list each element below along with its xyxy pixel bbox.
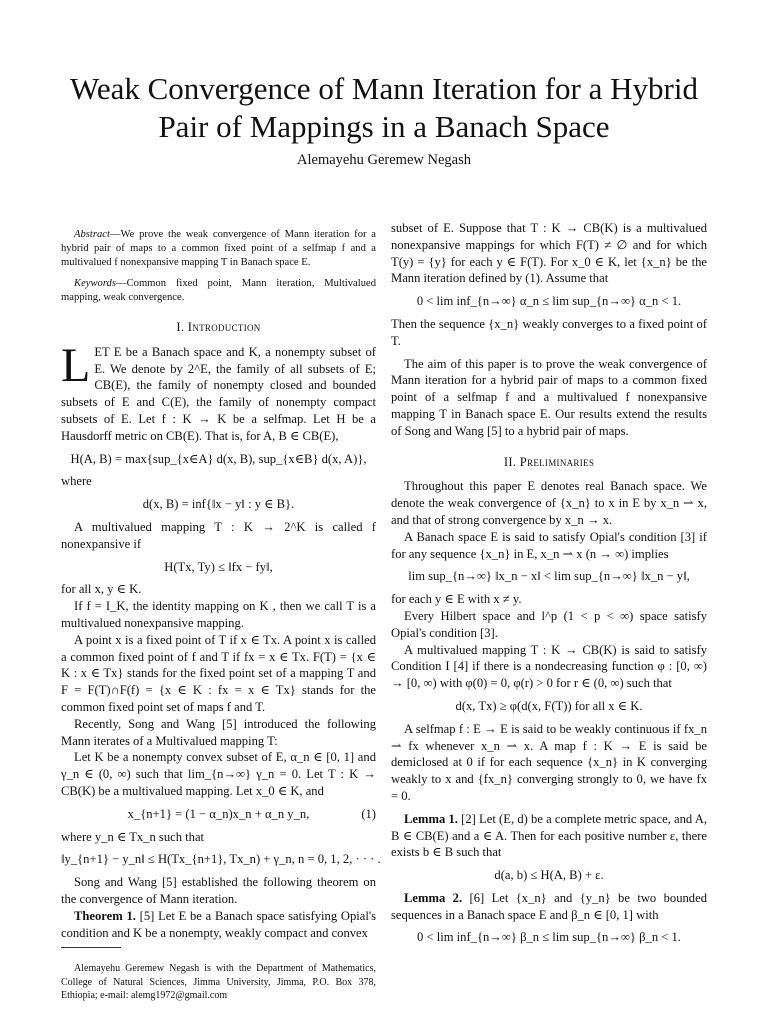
where-y-text: where y_n ∈ Tx_n such that (61, 829, 205, 844)
abstract-body: —We prove the weak convergence of Mann iteration for a hybrid pair of maps to a common fixed point of a selfmap f and a multivalued f nonexpansive mapping T in Banach space E. (61, 229, 376, 269)
condition-i-paragraph: A multivalued mapping T : K → CB(K) is said to satisfy Condition I [4] if there is a nondecreasing function φ : [0, ∞) → [0, ∞) with φ(0) = 0, φ(r) > 0 for r ∈ (0, ∞) such that (391, 642, 707, 691)
abstract-heading: Abstract (74, 229, 110, 240)
equation-distance: d(x, B) = inf{‖x − y‖ : y ∈ B}. (142, 497, 295, 512)
throughout-paragraph: Throughout this paper E denotes real Banach space. We denote the weak convergence of {x_n} to x in E by x_n ⇀ x, and that of strong convergence by x_n → x. (391, 479, 707, 527)
lemma-1 (391, 811, 707, 861)
author-footnote: Alemayehu Geremew Negash is with the Department of Mathematics, College of Natural Sciences, Jimma University, Jimma, P.O. Box 378, Ethiopia; e-mail: alemg1972@gmail.com (61, 963, 376, 1001)
recent-paragraph: Recently, Song and Wang [5] introduced the following Mann iterates of a Multivalued mapping T: (61, 716, 376, 748)
footnote-rule (61, 947, 121, 948)
equation-nonexpansive: H(Tx, Ty) ≤ ‖fx − fy‖, (164, 559, 273, 574)
selfmap-paragraph: A selfmap f : E → E is said to be weakly continuous if fx_n ⇀ fx whenever x_n ⇀ x. A map f : K → E is said be demiclosed at 0 if for each sequence {x_n} in K converging weakly to x and {fx_n} converging strongly to 0, we have fx = 0. (391, 721, 707, 803)
lemma-1-body: [2] Let (E, d) be a complete metric space, and A, B ∈ CB(E) and a ∈ A. Then for each positive number ε, there exists b ∈ B such that (391, 811, 707, 860)
lemma-2-body: [6] Let {x_n} and {y_n} be two bounded sequences in a Banach space E and β_n ∈ [0, 1] with (391, 890, 707, 922)
abstract (61, 228, 376, 271)
mann-setup-paragraph: Let K be a nonempty convex subset of E, α_n ∈ [0, 1] and γ_n ∈ (0, ∞) such that lim_{n→∞} γ_n = 0. Let T : K → CB(K) be a multivalued mapping. Let x_0 ∈ K, and (61, 750, 376, 798)
identity-paragraph: If f = I_K, the identity mapping on K , then we call T is a multivalued nonexpansive mapping. (61, 599, 376, 630)
title-line-1: Weak Convergence of Mann Iteration for a Hybrid (70, 71, 698, 106)
theorem-1-body: [5] Let E be a Banach space satisfying Opial's condition and K be a nonempty, weakly compact and convex (61, 908, 377, 940)
right-column (391, 220, 707, 952)
equation-condition-i: d(x, Tx) ≥ φ(d(x, F(T)) for all x ∈ K. (455, 698, 643, 713)
keywords-body: —Common fixed point, Mann iteration, Multivalued mapping, weak convergence. (61, 277, 376, 303)
equation-alpha-bounds: 0 < lim inf_{n→∞} α_n ≤ lim sup_{n→∞} α_n < 1. (416, 294, 682, 309)
equation-mann-iteration (61, 806, 376, 823)
intro-text: ET E be a Banach space and K, a nonempty subset of E. We denote by 2^E, the family of all subsets of E; CB(E), the family of nonempty closed and bounded subsets of E and C(E), the family of nonempty compact subsets of E. Let f : K → K be a selfmap. Let H be a Hausdorff metric on CB(E). That is, for A, B ∈ CB(E), (61, 344, 376, 443)
lemma-2-heading: Lemma 2. (404, 890, 463, 905)
keywords-heading: Keywords (74, 277, 116, 289)
paper-title (40, 70, 728, 146)
title-line-2: Pair of Mappings in a Banach Space (158, 109, 610, 144)
left-column (61, 228, 381, 1012)
multivalued-definition: A multivalued mapping T : K → 2^K is called f nonexpansive if (61, 519, 376, 551)
equation-y-bound: ‖y_{n+1} − y_n‖ ≤ H(Tx_{n+1}, Tx_n) + γ_n, n = 0, 1, 2, · · · . (61, 852, 381, 867)
hilbert-paragraph: Every Hilbert space and l^p (1 < p < ∞) space satisfy Opial's condition [3]. (391, 608, 707, 640)
conclusion-text: Then the sequence {x_n} weakly converges to a fixed point of T. (391, 316, 707, 348)
theorem-1-heading: Theorem 1. (74, 908, 136, 923)
theorem-1-continued: subset of E. Suppose that T : K → CB(K) is a multivalued nonexpansive mappings for which F(T) ≠ ∅ and for which T(y) = {y} for each y ∈ F(T). For x_0 ∈ K, let {x_n} be the Mann iteration defined by (1). Assume that (391, 221, 707, 286)
equation-number: (1) (361, 806, 376, 821)
equation-beta-bounds: 0 < lim inf_{n→∞} β_n ≤ lim sup_{n→∞} β_n < 1. (417, 930, 681, 945)
song-wang-paragraph: Song and Wang [5] established the following theorem on the convergence of Mann iteration. (61, 875, 376, 906)
drop-cap: L (61, 338, 91, 392)
section-heading-introduction: I. Introduction (176, 320, 261, 335)
equation-opial: lim sup_{n→∞} ‖x_n − x‖ < lim sup_{n→∞} ‖x_n − y‖, (408, 569, 690, 584)
where-text: where (61, 474, 92, 489)
author-name: Alemayehu Geremew Negash (297, 152, 471, 168)
intro-paragraph (61, 338, 376, 445)
equation-mann-body: x_{n+1} = (1 − α_n)x_n + α_n y_n, (127, 806, 310, 821)
opial-paragraph: A Banach space E is said to satisfy Opial's condition [3] if for any sequence {x_n} in E, x_n ⇀ x (n → ∞) implies (391, 529, 707, 561)
lemma-2 (391, 890, 707, 924)
section-heading-preliminaries: II. Preliminaries (503, 454, 595, 469)
forall-text: for all x, y ∈ K. (61, 582, 142, 597)
fixed-point-paragraph: A point x is a fixed point of T if x ∈ Tx. A point x is called a common fixed point of f and T if fx = x ∈ Tx. F(T) = {x ∈ K : x ∈ Tx} stands for the fixed point set of a mapping T and F = F(T)∩F(f) = {x ∈ K : fx = x ∈ Tx} stands for the common fixed point set of maps f and T. (61, 632, 376, 714)
theorem-1 (61, 908, 376, 942)
equation-lemma-1: d(a, b) ≤ H(A, B) + ε. (494, 868, 604, 883)
lemma-1-heading: Lemma 1. (404, 811, 458, 826)
aim-paragraph: The aim of this paper is to prove the weak convergence of Mann iteration for a hybrid pair of maps to a common fixed point of a selfmap f and a multivalued f nonexpansive mapping T in Banach space E. Our results extend the results of Song and Wang [5] to a hybrid pair of maps. (391, 356, 707, 438)
foreach-text: for each y ∈ E with x ≠ y. (391, 592, 522, 607)
keywords (61, 277, 376, 305)
equation-hausdorff: H(A, B) = max{sup_{x∈A} d(x, B), sup_{x∈B} d(x, A)}, (70, 451, 367, 466)
